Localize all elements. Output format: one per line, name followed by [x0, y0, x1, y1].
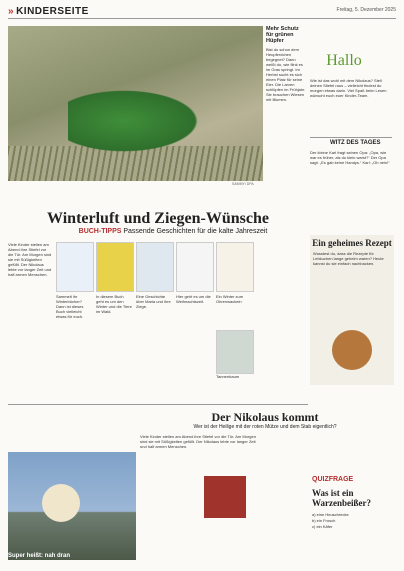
photo-credit: SAMMY/ DPA — [232, 182, 254, 186]
recipe-text: Wusstest du, dass die Rezepte für Lebkuchen lange geheim waren? Heute kannst du sie einfach nachbacken. — [313, 251, 384, 266]
books-intro-text: Viele Kinder stellen am Abend ihre Stiefel vor die Tür. Am Morgen sind sie mit Süßigkeiten gefüllt. Der Nikolaus lebte vor langer Zeit und half armen Menschen. — [8, 242, 52, 277]
book-cover-3 — [136, 242, 174, 292]
grasshopper-photo — [8, 26, 263, 181]
book-caption-6: Tannenbaum — [216, 374, 240, 379]
book-caption-2: In diesem Buch geht es um den Winter und die Tiere im Wald. — [96, 294, 132, 314]
issue-date: Freitag, 5. Dezember 2025 — [336, 7, 396, 13]
divider — [310, 137, 392, 138]
moon-photo — [8, 452, 136, 560]
top-article — [266, 26, 306, 102]
recipe-title: Ein geheimes Rezept — [312, 238, 392, 248]
nikolaus-text: Viele Kinder stellen am Abend ihre Stiefel vor die Tür. Am Morgen sind sie mit Süßigkeiten gefüllt. Der Nikolaus lebte vor langer Zeit und half armen Menschen. — [140, 434, 256, 449]
grasshopper-graphic — [68, 86, 208, 156]
book-caption-3: Eine Geschichte über Maria und ihre Ziege. — [136, 294, 171, 309]
nikolaus-headline: Der Nikolaus kommt — [211, 410, 319, 424]
moon-graphic — [42, 484, 80, 522]
book-cover-2 — [96, 242, 134, 292]
hallo-title: Hallo — [326, 52, 362, 69]
nikolaus-image — [204, 476, 246, 518]
witz-text: Der kleine Karl fragt seinen Opa: „Opa, wie war es früher, als du klein warst?“ Der Opa sagt: „Es gab keine Handys.“ Karl: „Oh nein!“ — [310, 150, 390, 165]
top-article-text: Bist du schon dem Heupferdchen begegnet? Dann weißt du, wie flink es im Gras springt. Im Herbst sucht es sich einen Platz für seine Eier. Die Larven schlüpfen im Frühjahr. Sie brauchen Wiesen mit Blumen. — [266, 47, 306, 102]
book-caption-5: Ein Winter zum Ohrenwackeln — [216, 294, 244, 304]
top-article-title: Mehr Schutz für grünen Hüpfer — [266, 26, 299, 44]
section-title: » KINDERSEITE — [8, 6, 89, 17]
nikolaus-subtitle: Wer ist der Heilige mit der roten Mütze und dem Stab eigentlich? — [193, 424, 337, 430]
books-headline: Winterluft und Ziegen-Wünsche — [47, 210, 269, 227]
quiz-option-b: b) ein Frosch — [312, 518, 336, 523]
books-subtitle: BUCH-TIPPS Passende Geschichten für die kalte Jahreszeit — [78, 228, 268, 235]
book-caption-1: Sammelt ihr Winterbücher? Dann ist dieses Buch vielleicht etwas für euch. — [56, 294, 84, 319]
quiz-title: QUIZFRAGE — [312, 476, 354, 483]
book-cover-1 — [56, 242, 94, 292]
quiz-question: Was ist ein Warzenbeißer? — [312, 488, 371, 508]
witz-title: WITZ DES TAGES — [330, 140, 381, 146]
book-cover-5 — [216, 242, 254, 292]
divider — [8, 404, 308, 405]
book-cover-6 — [216, 330, 254, 374]
quiz-option-a: a) eine Heuschrecke — [312, 512, 349, 517]
gingerbread-icon — [332, 330, 372, 370]
hallo-text: Wie ist das wohl mit dem Nikolaus? Stell deinen Stiefel raus – vielleicht findest du morgen etwas darin. Viel Spaß beim Lesen wünscht euch euer Kinder-Team. — [310, 78, 387, 98]
moon-title: Super heißt: nah dran — [8, 553, 71, 559]
book-caption-4: Hier geht es um die Weihnachtszeit. — [176, 294, 211, 304]
quiz-option-c: c) ein Käfer — [312, 524, 333, 529]
book-cover-4 — [176, 242, 214, 292]
section-arrow-icon: » — [8, 6, 15, 17]
